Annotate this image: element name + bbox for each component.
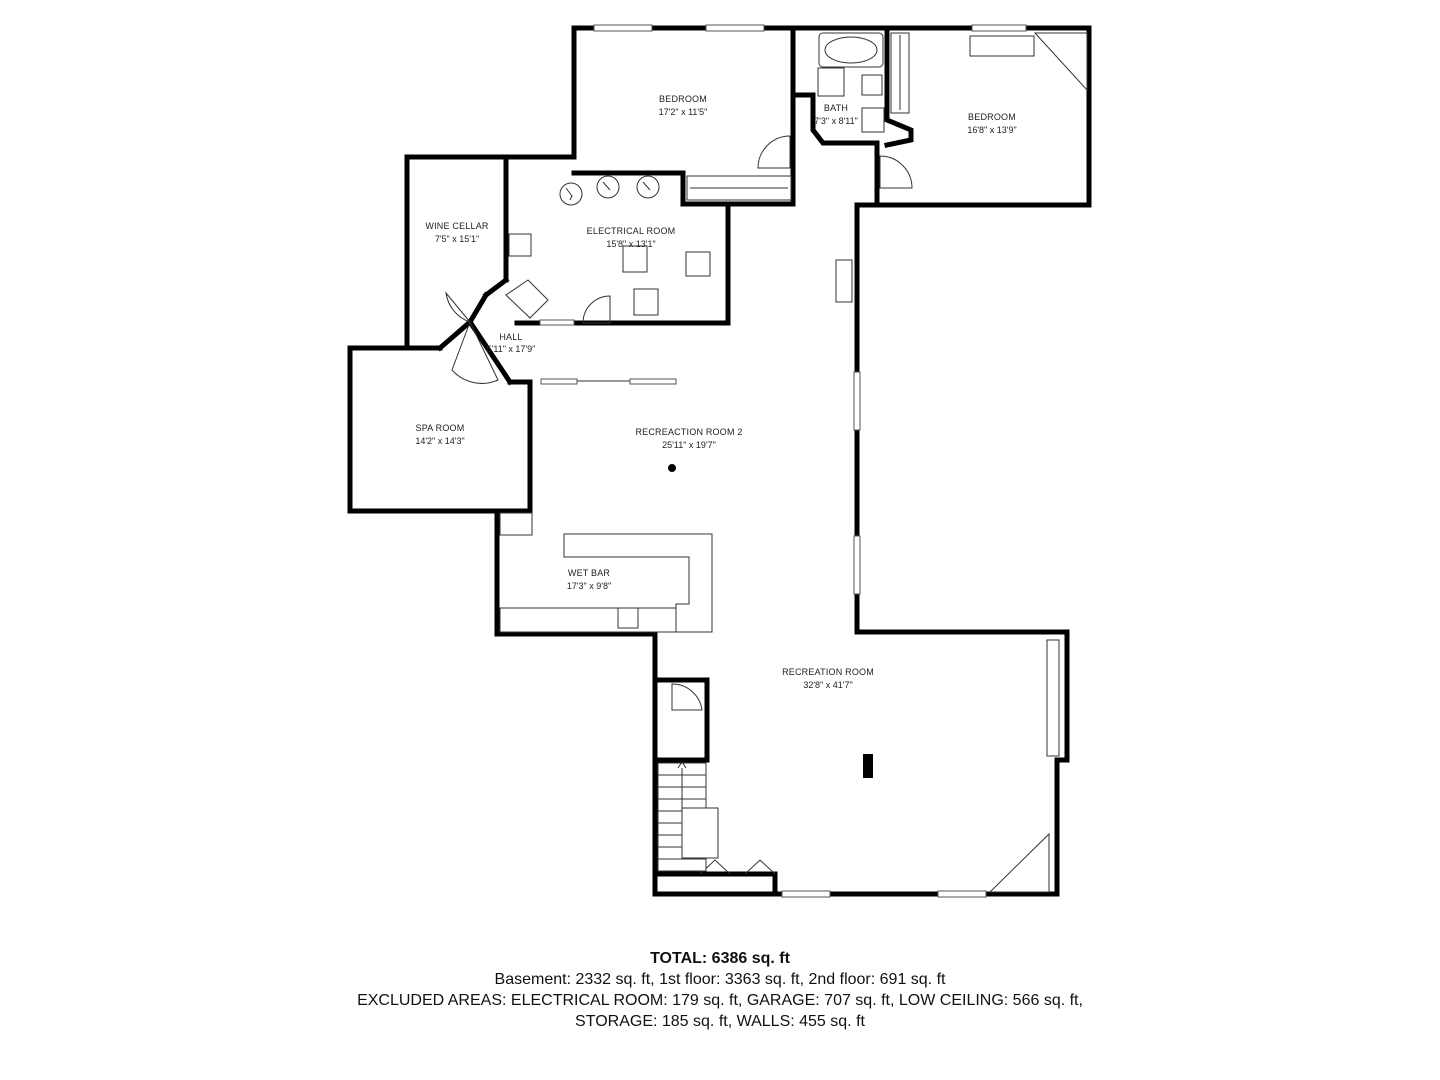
bar-sink [618, 608, 638, 628]
equipment [686, 252, 710, 276]
equipment [634, 289, 658, 315]
room-name-electrical-room: ELECTRICAL ROOM [586, 226, 676, 236]
room-name-wine-cellar: WINE CELLAR [425, 221, 489, 231]
cabinet [500, 513, 532, 535]
room-name-bath: BATH [823, 103, 849, 113]
equipment [623, 246, 647, 272]
door [583, 296, 610, 323]
room-dims-electrical-room: 15'8" x 13'1" [606, 239, 656, 249]
window [706, 25, 764, 31]
door [880, 156, 912, 188]
shower [818, 68, 844, 96]
room-dims-wine-cellar: 7'5" x 15'1" [434, 234, 480, 244]
toilet [862, 75, 882, 95]
window [630, 379, 676, 384]
door [990, 834, 1049, 892]
room-dims-spa-room: 14'2" x 14'3" [415, 436, 465, 446]
stairs [658, 762, 718, 871]
door [446, 293, 470, 322]
excluded-areas-line-2: STORAGE: 185 sq. ft, WALLS: 455 sq. ft [575, 1013, 865, 1030]
bathtub [825, 37, 877, 63]
window [854, 536, 860, 594]
sink [862, 108, 884, 132]
column [863, 754, 873, 778]
column [668, 464, 676, 472]
door [758, 136, 790, 168]
window [540, 320, 574, 325]
room-name-spa-room: SPA ROOM [415, 423, 465, 433]
room-dims-hall: 5'11" x 17'9" [486, 344, 536, 354]
door [1035, 33, 1087, 90]
room-name-wet-bar: WET BAR [567, 568, 611, 578]
walls [350, 28, 1089, 894]
window [972, 25, 1026, 31]
window [782, 891, 830, 897]
room-dims-bedroom-2: 16'8" x 13'9" [967, 125, 1017, 135]
room-dims-recreation-room: 32'8" x 41'7" [803, 680, 853, 690]
door [672, 684, 702, 710]
room-name-bedroom-2: BEDROOM [968, 112, 1016, 122]
fireplace [836, 260, 852, 302]
window [541, 379, 577, 384]
room-dims-bath: 7'3" x 8'11" [814, 116, 858, 126]
utility-sink [509, 234, 531, 256]
window [594, 25, 652, 31]
room-name-hall: HALL [499, 332, 523, 342]
room-name-recreation-room-2: RECREACTION ROOM 2 [635, 427, 743, 437]
room-name-recreation-room: RECREATION ROOM [782, 667, 874, 677]
excluded-areas-line-1: EXCLUDED AREAS: ELECTRICAL ROOM: 179 sq. ft, GARAGE: 707 sq. ft, LOW CEILING: 566 sq. ft, [357, 992, 1083, 1009]
bed [970, 36, 1034, 56]
window [938, 891, 986, 897]
total-area: TOTAL: 6386 sq. ft [650, 950, 790, 967]
counter [500, 608, 676, 632]
room-name-bedroom-1: BEDROOM [659, 94, 707, 104]
closet [1047, 640, 1059, 756]
room-dims-bedroom-1: 17'2" x 11'5" [658, 107, 708, 117]
room-dims-recreation-room-2: 25'11" x 19'7" [662, 440, 716, 450]
room-dims-wet-bar: 17'3" x 9'8" [566, 581, 612, 591]
floor-areas: Basement: 2332 sq. ft, 1st floor: 3363 sq. ft, 2nd floor: 691 sq. ft [494, 971, 946, 988]
door [506, 280, 548, 318]
window [854, 372, 860, 430]
area-summary [0, 948, 1440, 1032]
